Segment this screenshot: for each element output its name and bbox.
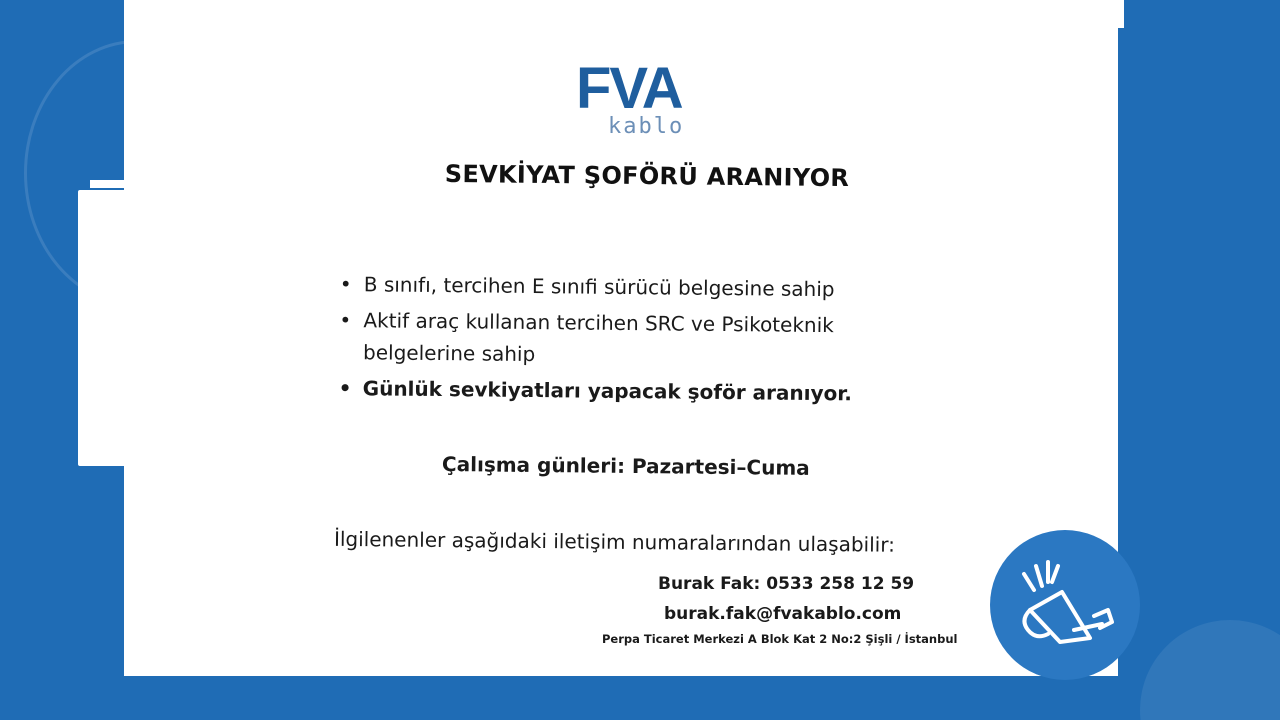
list-item	[339, 372, 899, 410]
contact-name-phone: Burak Fak: 0533 258 12 59	[658, 574, 915, 594]
work-days: Çalışma günleri: Pazartesi–Cuma	[441, 452, 810, 480]
bullet-icon: •	[339, 271, 352, 297]
contact-intro: İlgilenenler aşağıdaki iletişim numaralarından ulaşabilir:	[333, 526, 896, 557]
logo-mark: FVA	[576, 56, 682, 121]
requirement-text: B sınıfı, tercihen E sınıfi sürücü belgesine sahip	[363, 272, 835, 302]
page-title: SEVKİYAT ŞOFÖRÜ ARANIYOR	[444, 159, 850, 193]
company-logo	[574, 56, 704, 140]
requirement-text: Günlük sevkiyatları yapacak şoför aranıyor.	[362, 376, 853, 406]
megaphone-icon	[990, 530, 1140, 680]
contact-email: burak.fak@fvakablo.com	[664, 604, 902, 624]
paper-tab	[78, 190, 138, 466]
bullet-icon: •	[339, 307, 352, 333]
requirements-list	[339, 268, 900, 414]
list-item	[340, 268, 900, 306]
bullet-icon: •	[338, 375, 352, 401]
paper-tab-top	[90, 180, 140, 188]
megaphone-badge	[990, 530, 1140, 680]
logo-subtitle: kablo	[608, 114, 685, 139]
requirement-text: Aktif araç kullanan tercihen SRC ve Psikoteknik belgelerine sahip	[362, 308, 834, 367]
list-item	[339, 304, 900, 374]
contact-address: Perpa Ticaret Merkezi A Blok Kat 2 No:2 Şişli / İstanbul	[602, 632, 958, 646]
